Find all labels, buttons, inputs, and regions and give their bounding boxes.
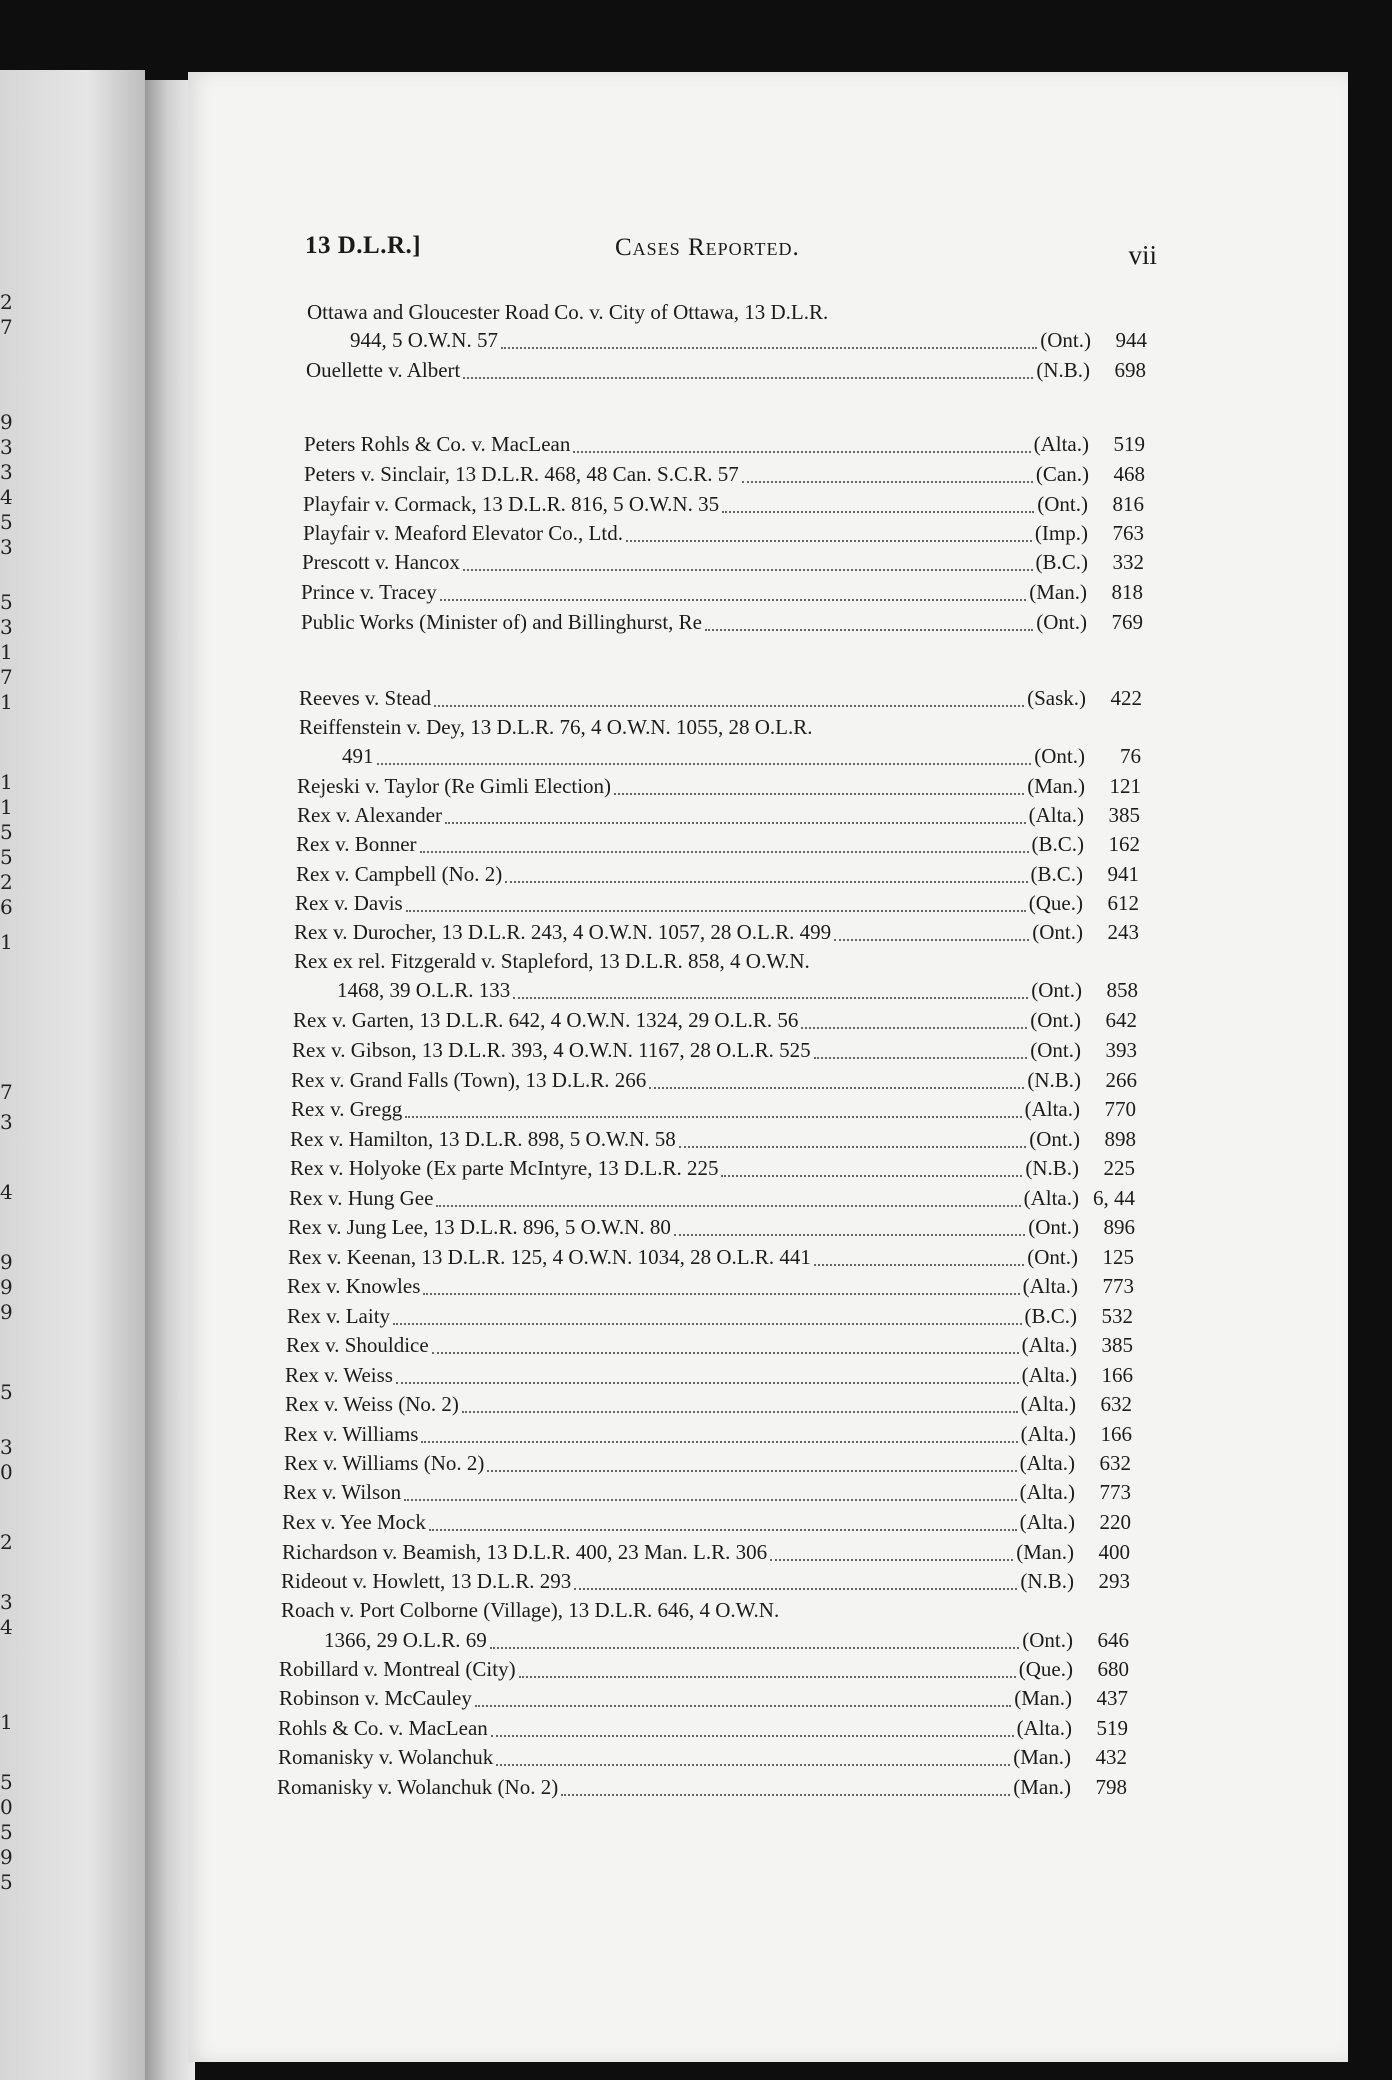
left-page-fragment: 1 <box>0 1710 13 1734</box>
court-abbreviation: (Ont.) <box>1032 920 1083 944</box>
case-name: Rex v. Durocher, 13 D.L.R. 243, 4 O.W.N. 1057, 28 O.L.R. 499 <box>294 920 832 944</box>
left-page-fragment: 4 <box>0 1180 13 1204</box>
page-reference: 763 <box>1112 521 1144 545</box>
court-abbreviation: (N.B.) <box>1025 1156 1079 1180</box>
left-page-fragment: 4 <box>0 485 13 509</box>
case-name: Rex v. Weiss <box>285 1363 393 1387</box>
left-page-fragment: 5 <box>0 1870 13 1894</box>
left-page-fragment: 7 <box>0 1080 13 1104</box>
page-reference: 858 <box>1106 978 1138 1002</box>
page-reference: 798 <box>1095 1775 1127 1799</box>
leader-dots <box>574 1588 1017 1590</box>
page-reference: 432 <box>1095 1745 1127 1769</box>
case-name: Playfair v. Meaford Elevator Co., Ltd. <box>303 521 623 545</box>
leader-dots <box>405 1116 1021 1118</box>
page-reference: 519 <box>1096 1716 1128 1740</box>
page-reference: 162 <box>1108 832 1140 856</box>
court-abbreviation: (Alta.) <box>1033 432 1089 456</box>
page-reference: 773 <box>1102 1274 1134 1298</box>
case-entry <box>283 1480 1131 1508</box>
left-page-fragment: 9 <box>0 410 13 434</box>
court-abbreviation: (Alta.) <box>1023 1186 1079 1210</box>
page-reference: 437 <box>1096 1686 1128 1710</box>
case-name: 944, 5 O.W.N. 57 <box>350 328 498 352</box>
case-entry <box>281 1569 1130 1597</box>
page-number: vii <box>1128 240 1157 270</box>
leader-dots <box>674 1234 1025 1236</box>
leader-dots <box>814 1264 1024 1266</box>
volume-label: 13 D.L.R.] <box>305 232 422 259</box>
page-reference: 6, 44 <box>1093 1186 1135 1210</box>
page-reference: 393 <box>1105 1038 1137 1062</box>
case-entry <box>287 1274 1134 1302</box>
case-entry <box>290 1156 1135 1184</box>
case-name: Rex v. Hung Gee <box>289 1186 434 1210</box>
page-reference: 532 <box>1101 1304 1133 1328</box>
left-page-fragment: 5 <box>0 510 13 534</box>
leader-dots <box>445 822 1026 824</box>
leader-dots <box>742 481 1033 483</box>
leader-dots <box>501 347 1037 349</box>
left-page-fragment: 5 <box>0 1770 13 1794</box>
court-abbreviation: (Alta.) <box>1021 1363 1077 1387</box>
leader-dots <box>404 1499 1016 1501</box>
leader-dots <box>396 1382 1019 1384</box>
page-reference: 385 <box>1108 803 1140 827</box>
court-abbreviation: (Ont.) <box>1036 610 1087 634</box>
case-entry <box>291 1097 1136 1125</box>
case-name: Ouellette v. Albert <box>306 358 461 382</box>
page-reference: 773 <box>1099 1480 1131 1504</box>
court-abbreviation: (Can.) <box>1035 462 1089 486</box>
case-name: Rex v. Keenan, 13 D.L.R. 125, 4 O.W.N. 1034, 28 O.L.R. 441 <box>288 1245 811 1269</box>
leader-dots <box>434 705 1024 707</box>
leader-dots <box>496 1764 1010 1766</box>
case-name: Rex v. Jung Lee, 13 D.L.R. 896, 5 O.W.N. 80 <box>288 1215 671 1239</box>
leader-dots <box>814 1057 1028 1059</box>
case-name: Rex v. Yee Mock <box>282 1510 426 1534</box>
left-page-fragment: 9 <box>0 1845 13 1869</box>
case-name: Robillard v. Montreal (City) <box>279 1657 516 1681</box>
case-entry <box>302 550 1144 578</box>
case-name: Rex v. Williams (No. 2) <box>284 1451 485 1475</box>
case-name: Rex v. Alexander <box>297 803 443 827</box>
leader-dots <box>519 1676 1016 1678</box>
court-abbreviation: (N.B.) <box>1020 1569 1074 1593</box>
left-page-fragment: 9 <box>0 1275 13 1299</box>
page-reference: 422 <box>1110 686 1142 710</box>
leader-dots <box>614 793 1024 795</box>
court-abbreviation: (Alta.) <box>1024 1097 1080 1121</box>
court-abbreviation: (Man.) <box>1016 1540 1074 1564</box>
case-entry <box>306 358 1146 386</box>
court-abbreviation: (B.C.) <box>1024 1304 1077 1328</box>
case-entry <box>278 1716 1128 1744</box>
leader-dots <box>679 1146 1026 1148</box>
leader-dots <box>491 1735 1014 1737</box>
court-abbreviation: (Ont.) <box>1027 1245 1078 1269</box>
leader-dots <box>561 1794 1010 1796</box>
court-abbreviation: (Man.) <box>1029 580 1087 604</box>
leader-dots <box>432 1352 1019 1354</box>
case-name: 1366, 29 O.L.R. 69 <box>324 1628 487 1652</box>
case-name: Rideout v. Howlett, 13 D.L.R. 293 <box>281 1569 572 1593</box>
case-name: Rex v. Bonner <box>296 832 417 856</box>
left-page-fragment: 5 <box>0 820 13 844</box>
case-entry <box>289 1186 1135 1214</box>
case-name: Richardson v. Beamish, 13 D.L.R. 400, 23 Man. L.R. 306 <box>282 1540 768 1564</box>
page-reference: 225 <box>1103 1156 1135 1180</box>
leader-dots <box>421 1441 1017 1443</box>
case-entry <box>277 1775 1127 1803</box>
case-entry <box>291 1068 1137 1096</box>
case-entry <box>284 1422 1132 1450</box>
left-page-fragment: 5 <box>0 590 13 614</box>
leader-dots <box>705 629 1033 631</box>
leader-dots <box>429 1529 1017 1531</box>
case-entry <box>288 1215 1135 1243</box>
case-entry <box>296 832 1140 860</box>
case-entry <box>301 580 1143 608</box>
left-page-fragment: 2 <box>0 870 13 894</box>
court-abbreviation: (Ont.) <box>1029 1127 1080 1151</box>
case-name: Rex v. Wilson <box>283 1480 402 1504</box>
left-page-fragment: 7 <box>0 315 13 339</box>
leader-dots <box>406 910 1026 912</box>
leader-dots <box>834 939 1029 941</box>
case-entry <box>290 1127 1136 1155</box>
case-name: Rex v. Davis <box>295 891 403 915</box>
case-entry-first-line: Rex ex rel. Fitzgerald v. Stapleford, 13 D.L.R. 858, 4 O.W.N. <box>294 949 810 973</box>
case-name: 1468, 39 O.L.R. 133 <box>337 978 511 1002</box>
case-name: Rex v. Grand Falls (Town), 13 D.L.R. 266 <box>291 1068 647 1092</box>
left-page-fragment: 5 <box>0 1380 13 1404</box>
page-reference: 243 <box>1107 920 1139 944</box>
court-abbreviation: (B.C.) <box>1031 832 1084 856</box>
left-page-fragment: 2 <box>0 290 13 314</box>
court-abbreviation: (Alta.) <box>1019 1451 1075 1475</box>
case-name: Rex v. Williams <box>284 1422 419 1446</box>
page-reference: 166 <box>1100 1422 1132 1446</box>
case-name: Rex v. Gibson, 13 D.L.R. 393, 4 O.W.N. 1167, 28 O.L.R. 525 <box>292 1038 811 1062</box>
court-abbreviation: (N.B.) <box>1027 1068 1081 1092</box>
case-entry <box>292 1038 1137 1066</box>
page-reference: 220 <box>1099 1510 1131 1534</box>
left-page-fragment: 6 <box>0 895 13 919</box>
page-reference: 941 <box>1107 862 1139 886</box>
left-page-fragment: 4 <box>0 1615 13 1639</box>
case-name: Rex v. Weiss (No. 2) <box>285 1392 459 1416</box>
court-abbreviation: (Ont.) <box>1040 328 1091 352</box>
left-page-fragment: 1 <box>0 640 13 664</box>
page-reference: 385 <box>1101 1333 1133 1357</box>
page-reference: 642 <box>1105 1008 1137 1032</box>
left-page-fragment: 1 <box>0 690 13 714</box>
left-page-fragment: 5 <box>0 845 13 869</box>
case-entry <box>301 610 1143 638</box>
page-reference: 612 <box>1107 891 1139 915</box>
page-reference: 400 <box>1098 1540 1130 1564</box>
case-name: Rejeski v. Taylor (Re Gimli Election) <box>297 774 612 798</box>
court-abbreviation: (Man.) <box>1027 774 1085 798</box>
left-page-fragment: 9 <box>0 1250 13 1274</box>
page-reference: 468 <box>1113 462 1145 486</box>
leader-dots <box>436 1205 1020 1207</box>
court-abbreviation: (Alta.) <box>1019 1480 1075 1504</box>
left-page-fragment: 3 <box>0 615 13 639</box>
case-name: Prince v. Tracey <box>301 580 437 604</box>
page-reference: 121 <box>1109 774 1141 798</box>
left-page-fragment: 3 <box>0 460 13 484</box>
page-reference: 632 <box>1100 1392 1132 1416</box>
page-reference: 519 <box>1113 432 1145 456</box>
case-entry <box>279 1657 1129 1685</box>
page-reference: 898 <box>1104 1127 1136 1151</box>
court-abbreviation: (Alta.) <box>1019 1510 1075 1534</box>
case-entry <box>294 920 1139 948</box>
court-abbreviation: (Alta.) <box>1028 803 1084 827</box>
leader-dots <box>505 881 1027 883</box>
case-name: Rex v. Gregg <box>291 1097 403 1121</box>
case-name: Public Works (Minister of) and Billinghurst, Re <box>301 610 702 634</box>
case-name: Playfair v. Cormack, 13 D.L.R. 816, 5 O.W.N. 35 <box>303 492 720 516</box>
leader-dots <box>487 1470 1016 1472</box>
page-reference: 698 <box>1114 358 1146 382</box>
left-page-fragment: 0 <box>0 1795 13 1819</box>
leader-dots <box>475 1705 1011 1707</box>
case-name: Robinson v. McCauley <box>279 1686 472 1710</box>
case-entry <box>286 1333 1133 1361</box>
case-entry-continuation <box>337 978 1138 1006</box>
page-reference: 293 <box>1098 1569 1130 1593</box>
leader-dots <box>722 511 1034 513</box>
case-entry <box>285 1363 1133 1391</box>
court-abbreviation: (Imp.) <box>1034 521 1088 545</box>
case-entry <box>287 1304 1133 1332</box>
case-name: Rex v. Campbell (No. 2) <box>296 862 503 886</box>
page-reference: 125 <box>1102 1245 1134 1269</box>
case-name: Prescott v. Hancox <box>302 550 460 574</box>
case-name: Reeves v. Stead <box>299 686 432 710</box>
case-entry <box>293 1008 1137 1036</box>
court-abbreviation: (Ont.) <box>1034 744 1085 768</box>
page-reference: 76 <box>1120 744 1141 768</box>
case-entry <box>295 891 1139 919</box>
left-page-fragment: 3 <box>0 1590 13 1614</box>
leader-dots <box>377 763 1032 765</box>
court-abbreviation: (Alta.) <box>1016 1716 1072 1740</box>
case-entry <box>288 1245 1134 1273</box>
leader-dots <box>393 1323 1021 1325</box>
case-name: Romanisky v. Wolanchuk (No. 2) <box>277 1775 559 1799</box>
case-name: Peters Rohls & Co. v. MacLean <box>304 432 571 456</box>
case-name: Romanisky v. Wolanchuk <box>278 1745 494 1769</box>
page-reference: 896 <box>1103 1215 1135 1239</box>
case-entry <box>296 862 1139 890</box>
court-abbreviation: (Man.) <box>1013 1775 1071 1799</box>
page-reference: 770 <box>1104 1097 1136 1121</box>
case-entry <box>279 1686 1128 1714</box>
case-entry-first-line: Roach v. Port Colborne (Village), 13 D.L.R. 646, 4 O.W.N. <box>281 1598 780 1622</box>
page-reference: 769 <box>1111 610 1143 634</box>
case-name: Rex v. Hamilton, 13 D.L.R. 898, 5 O.W.N. 58 <box>290 1127 676 1151</box>
case-entry <box>282 1540 1130 1568</box>
case-entry <box>297 774 1141 802</box>
left-page-fragment: 9 <box>0 1300 13 1324</box>
court-abbreviation: (Ont.) <box>1030 1008 1081 1032</box>
case-entry-continuation <box>342 744 1141 772</box>
leader-dots <box>463 377 1033 379</box>
left-page-fragment: 0 <box>0 1460 13 1484</box>
left-page-fragment: 3 <box>0 1110 13 1134</box>
page-reference: 646 <box>1097 1628 1129 1652</box>
case-entry <box>285 1392 1132 1420</box>
court-abbreviation: (Man.) <box>1013 1745 1071 1769</box>
court-abbreviation: (Ont.) <box>1022 1628 1073 1652</box>
leader-dots <box>440 599 1027 601</box>
court-abbreviation: (Ont.) <box>1028 1215 1079 1239</box>
left-page-fragment: 5 <box>0 1820 13 1844</box>
leader-dots <box>463 569 1033 571</box>
leader-dots <box>626 540 1032 542</box>
leader-dots <box>649 1087 1024 1089</box>
page-reference: 166 <box>1101 1363 1133 1387</box>
case-name: Rex v. Knowles <box>287 1274 421 1298</box>
case-entry <box>304 462 1145 490</box>
leader-dots <box>420 851 1029 853</box>
left-page-fragment: 1 <box>0 930 13 954</box>
page-reference: 266 <box>1105 1068 1137 1092</box>
left-page-fragment: 3 <box>0 1435 13 1459</box>
court-abbreviation: (B.C.) <box>1035 550 1088 574</box>
court-abbreviation: (Ont.) <box>1030 1038 1081 1062</box>
court-abbreviation: (Alta.) <box>1020 1422 1076 1446</box>
case-entry <box>304 432 1145 460</box>
leader-dots <box>462 1411 1018 1413</box>
case-name: Rex v. Holyoke (Ex parte McIntyre, 13 D.L.R. 225 <box>290 1156 719 1180</box>
leader-dots <box>490 1647 1020 1649</box>
court-abbreviation: (B.C.) <box>1030 862 1083 886</box>
case-name: Rex v. Laity <box>287 1304 391 1328</box>
page-reference: 816 <box>1112 492 1144 516</box>
case-entry-continuation <box>324 1628 1129 1656</box>
court-abbreviation: (Alta.) <box>1020 1392 1076 1416</box>
leader-dots <box>423 1293 1019 1295</box>
court-abbreviation: (Que.) <box>1028 891 1083 915</box>
case-name: Rex v. Garten, 13 D.L.R. 642, 4 O.W.N. 1324, 29 O.L.R. 56 <box>293 1008 799 1032</box>
page-reference: 818 <box>1111 580 1143 604</box>
leader-dots <box>801 1027 1027 1029</box>
case-entry <box>297 803 1140 831</box>
page-reference: 680 <box>1097 1657 1129 1681</box>
court-abbreviation: (Alta.) <box>1021 1333 1077 1357</box>
court-abbreviation: (Ont.) <box>1031 978 1082 1002</box>
case-entry-first-line: Reiffenstein v. Dey, 13 D.L.R. 76, 4 O.W.N. 1055, 28 O.L.R. <box>299 715 813 739</box>
court-abbreviation: (N.B.) <box>1036 358 1090 382</box>
court-abbreviation: (Que.) <box>1018 1657 1073 1681</box>
leader-dots <box>573 451 1030 453</box>
left-page-fragment: 3 <box>0 535 13 559</box>
page-reference: 944 <box>1115 328 1147 352</box>
court-abbreviation: (Ont.) <box>1037 492 1088 516</box>
page-title: Cases Reported. <box>615 234 800 261</box>
case-entry <box>284 1451 1131 1479</box>
case-name: Rex v. Shouldice <box>286 1333 429 1357</box>
left-page-fragment: 7 <box>0 665 13 689</box>
case-entry <box>282 1510 1131 1538</box>
case-name: 491 <box>342 744 374 768</box>
page-reference: 632 <box>1099 1451 1131 1475</box>
left-page-fragment: 1 <box>0 770 13 794</box>
court-abbreviation: (Sask.) <box>1027 686 1086 710</box>
case-entry-continuation <box>350 328 1147 356</box>
case-entry-first-line: Ottawa and Gloucester Road Co. v. City of Ottawa, 13 D.L.R. <box>307 300 829 324</box>
court-abbreviation: (Man.) <box>1014 1686 1072 1710</box>
leader-dots <box>513 997 1028 999</box>
page-reference: 332 <box>1112 550 1144 574</box>
case-entry <box>278 1745 1127 1773</box>
case-name: Rohls & Co. v. MacLean <box>278 1716 488 1740</box>
leader-dots <box>721 1175 1022 1177</box>
leader-dots <box>770 1559 1013 1561</box>
case-name: Peters v. Sinclair, 13 D.L.R. 468, 48 Can. S.C.R. 57 <box>304 462 739 486</box>
left-page-fragment: 2 <box>0 1530 13 1554</box>
case-entry <box>299 686 1142 714</box>
left-page-fragment: 1 <box>0 795 13 819</box>
case-entry <box>303 492 1144 520</box>
court-abbreviation: (Alta.) <box>1022 1274 1078 1298</box>
left-page-fragment: 3 <box>0 435 13 459</box>
case-entry <box>303 521 1144 549</box>
